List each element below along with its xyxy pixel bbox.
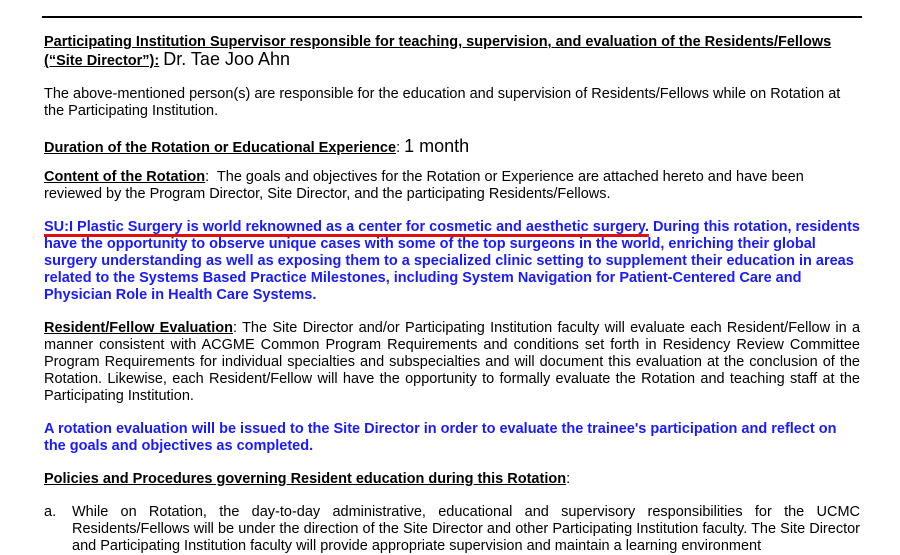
supervisor-section (44, 34, 860, 70)
duration-section: Duration of the Rotation or Educational Experience: 1 month (44, 136, 470, 156)
rotation-eval-note: A rotation evaluation will be issued to the Site Director in order to evaluate the trainee's participation and reflect on the goals and objectives as completed. (44, 421, 837, 454)
responsibility-text: The above-mentioned person(s) are responsible for the education and supervision of Residents/Fellows while on Rotation at the Participating Institution. (44, 86, 841, 119)
horizontal-rule (42, 16, 862, 18)
evaluation-heading: Resident/Fellow Evaluation (44, 320, 233, 336)
list-item (44, 504, 860, 555)
site-director-name: Dr. Tae Joo Ahn (163, 49, 291, 69)
duration-value: 1 month (404, 136, 470, 156)
policies-heading: Policies and Procedures governing Resident education during this Rotation (44, 471, 567, 487)
policies-section: Policies and Procedures governing Resident education during this Rotation: (44, 471, 571, 487)
list-item-label: a. (44, 504, 57, 520)
highlight-paragraph (44, 219, 860, 304)
highlight-underlined: SU:I Plastic Surgery is world reknowned as a center for cosmetic and aesthetic surgery. (44, 219, 649, 235)
list-item-text: While on Rotation, the day-to-day administrative, educational and supervisory responsibilities for the UCMC Residents/Fellows will be under the direction of the Site Director and other Participating Institution faculty. The Site Director and Participating Institution faculty will provide appropriate supervision and maintain a learning environment (72, 504, 860, 554)
content-section: Content of the Rotation: The goals and objectives for the Rotation or Experience are attached hereto and have been reviewed by the Program Director, Site Director, and the participating Residents/Fellows. (44, 169, 804, 202)
content-heading: Content of the Rotation (44, 169, 206, 185)
supervisor-heading: Participating Institution Supervisor responsible for teaching, supervision, and evaluation of the Residents/Fellows (“Site Director”): (44, 34, 832, 69)
evaluation-section: Resident/Fellow Evaluation: The Site Director and/or Participating Institution faculty will evaluate each Resident/Fellow in a manner consistent with ACGME Common Program Requirements and conditions set forth in Residency Review Committee Program Requirements for individual specialties and subspecialties and will document this evaluation at the conclusion of the Rotation. Likewise, each Resident/Fellow will have the opportunity to formally evaluate the Rotation and teaching staff at the Participating Institution. (44, 320, 861, 404)
document-page (44, 34, 860, 555)
evaluation-text: The Site Director and/or Participating Institution faculty will evaluate each Resident/Fellow in a manner consistent with ACGME Common Program Requirements and conditions set forth in Residency Review Committee Program Requirements for individual specialties and subspecialties and will document this evaluation at the conclusion of the Rotation. Likewise, each Resident/Fellow will have the opportunity to formally evaluate the Rotation and teaching staff at the Participating Institution. (44, 320, 861, 404)
content-text: The goals and objectives for the Rotation or Experience are attached hereto and have been reviewed by the Program Director, Site Director, and the participating Residents/Fellows. (44, 169, 804, 202)
duration-heading: Duration of the Rotation or Educational Experience (44, 140, 397, 156)
highlight-rest: During this rotation, residents have the opportunity to observe unique cases with some of the top surgeons in the world, enriching their global surgery understanding as well as exposing them to a specialized clinic setting to supplement their education in areas related to the Systems Based Practice Milestones, including System Navigation for Patient-Centered Care and Physician Role in Health Care Systems. (44, 219, 860, 303)
